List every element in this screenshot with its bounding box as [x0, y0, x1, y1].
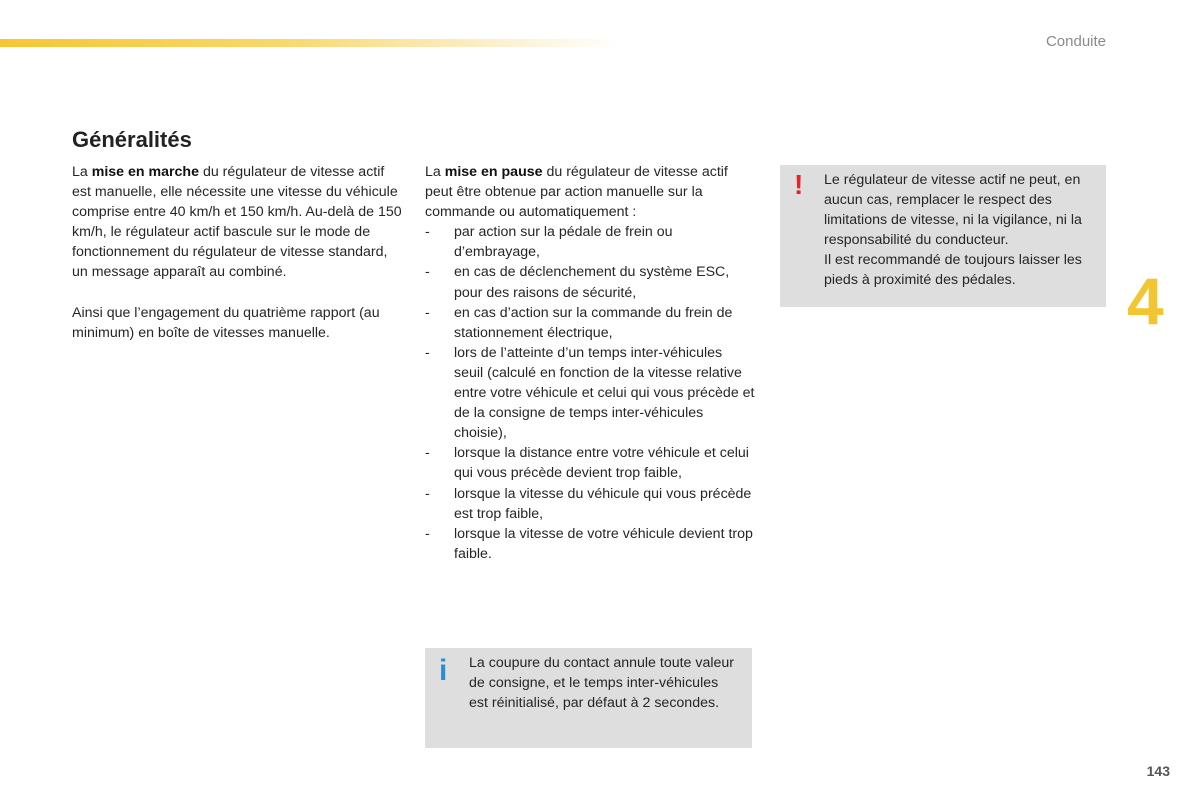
- pause-conditions-list: [425, 222, 755, 564]
- warning-box: [780, 165, 1106, 307]
- warning-text: Le régulateur de vitesse actif ne peut, en aucun cas, remplacer le respect des limitations de vitesse, ni la vigilance, ni la responsabilité du conducteur. Il est recommandé de toujours laisser les pieds à proximité des pédales.: [824, 172, 1082, 289]
- info-box: [425, 648, 752, 748]
- header-accent-bar: [0, 39, 620, 47]
- info-text: La coupure du contact annule toute valeur de consigne, et le temps inter-véhicules est réinitialisé, par défaut à 2 secondes.: [469, 655, 735, 712]
- chapter-number: 4: [1127, 264, 1164, 338]
- page-title: Généralités: [72, 127, 192, 152]
- paragraph-gear: Ainsi que l’engagement du quatrième rapport (au minimum) en boîte de vitesses manuelle.: [72, 304, 380, 341]
- term-mise-en-marche: mise en marche: [91, 164, 199, 180]
- column-middle: [425, 162, 755, 564]
- info-icon: i: [439, 654, 448, 687]
- list-item: - lorsque la distance entre votre véhicule et celui qui vous précède devient trop faible,: [425, 445, 749, 482]
- paragraph-pause-intro: La mise en pause du régulateur de vitesse actif peut être obtenue par action manuelle sur la commande ou automatiquement :: [425, 164, 728, 221]
- list-item: - en cas de déclenchement du système ESC, pour des raisons de sécurité,: [425, 264, 730, 301]
- page-number: 143: [1146, 763, 1170, 779]
- term-mise-en-pause: mise en pause: [444, 164, 543, 180]
- list-item: - en cas d’action sur la commande du frein de stationnement électrique,: [425, 304, 733, 341]
- warning-exclamation-icon: !: [794, 169, 804, 200]
- list-item: - lorsque la vitesse de votre véhicule devient trop faible.: [425, 525, 753, 562]
- paragraph-activation: La mise en marche du régulateur de vitesse actif est manuelle, elle nécessite une vitesse du véhicule comprise entre 40 km/h et 150 km/h. Au-delà de 150 km/h, le régulateur actif bascule sur le mode de fonctionnement du régulateur de vitesse standard, un message apparaît au combiné.: [72, 164, 402, 281]
- list-item: - lors de l’atteinte d’un temps inter-véhicules seuil (calculé en fonction de la vitesse relative entre votre véhicule et celui qui vous précède et de la consigne de temps inter-véhicules choisie),: [425, 344, 755, 442]
- list-item: - lorsque la vitesse du véhicule qui vous précède est trop faible,: [425, 485, 752, 522]
- list-item: - par action sur la pédale de frein ou d’embrayage,: [425, 224, 673, 261]
- column-left: [72, 162, 404, 343]
- section-label: Conduite: [1045, 33, 1106, 50]
